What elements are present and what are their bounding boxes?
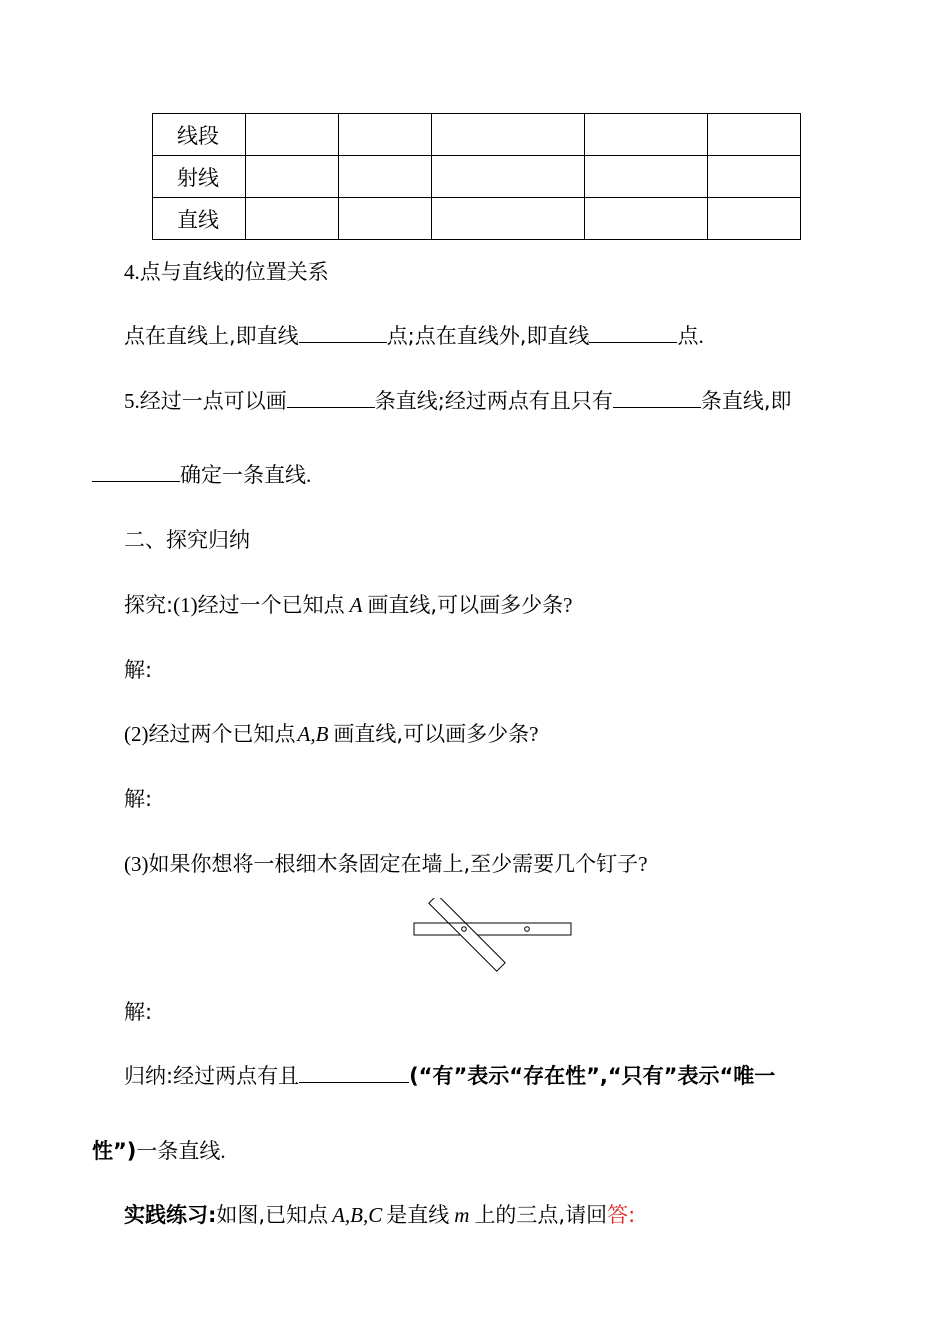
section5-continuation: 确定一条直线.	[92, 461, 311, 489]
table-row	[153, 114, 801, 156]
answer-label: 解:	[124, 787, 153, 811]
section4-heading: 4.点与直线的位置关系	[124, 260, 329, 284]
answer-label: 解:	[124, 1000, 153, 1024]
answer-blank[interactable]	[299, 1062, 409, 1083]
table-cell	[339, 156, 432, 198]
section5-statement: 5.经过一点可以画 条直线;经过两点有且只有 条直线,即	[124, 389, 792, 413]
practice-line: 实践练习:如图,已知点 A,B,C 是直线 m 上的三点,请回答:	[124, 1203, 636, 1227]
table-cell	[339, 114, 432, 156]
answer-blank[interactable]	[589, 322, 677, 343]
answer-blank[interactable]	[92, 461, 180, 482]
answer-blank[interactable]	[287, 387, 375, 408]
question-1: 探究:(1)经过一个已知点 A 画直线,可以画多少条?	[124, 593, 573, 617]
answer-blank[interactable]	[299, 322, 387, 343]
table-cell	[432, 156, 585, 198]
row-label-line: 直线	[153, 198, 246, 240]
table-cell	[432, 198, 585, 240]
table-cell	[708, 156, 801, 198]
table-cell	[339, 198, 432, 240]
row-label-segment: 线段	[153, 114, 246, 156]
table-cell	[585, 114, 708, 156]
table-cell	[246, 114, 339, 156]
table-cell	[585, 156, 708, 198]
question-2: (2)经过两个已知点A,B 画直线,可以画多少条?	[124, 722, 539, 746]
line-types-table	[152, 113, 801, 240]
question-3: (3)如果你想将一根细木条固定在墙上,至少需要几个钉子?	[124, 852, 648, 876]
table-cell	[246, 156, 339, 198]
nail-1	[462, 927, 467, 932]
part2-title: 二、探究归纳	[124, 528, 250, 552]
table-cell	[585, 198, 708, 240]
induction-line: 归纳:经过两点有且 (“有”表示“存在性”,“只有”表示“唯一	[124, 1064, 776, 1088]
wood-strip-figure	[410, 898, 580, 978]
horizontal-strip	[414, 923, 571, 935]
induction-continuation: 性”)一条直线.	[92, 1139, 226, 1163]
answer-blank[interactable]	[613, 387, 701, 408]
table-cell	[246, 198, 339, 240]
nail-2	[525, 927, 530, 932]
table-cell	[708, 198, 801, 240]
answer-label: 解:	[124, 658, 153, 682]
table-cell	[432, 114, 585, 156]
table-row	[153, 156, 801, 198]
row-label-ray: 射线	[153, 156, 246, 198]
section4-statement: 点在直线上,即直线 点;点在直线外,即直线 点.	[124, 324, 704, 348]
table-cell	[708, 114, 801, 156]
table-row	[153, 198, 801, 240]
